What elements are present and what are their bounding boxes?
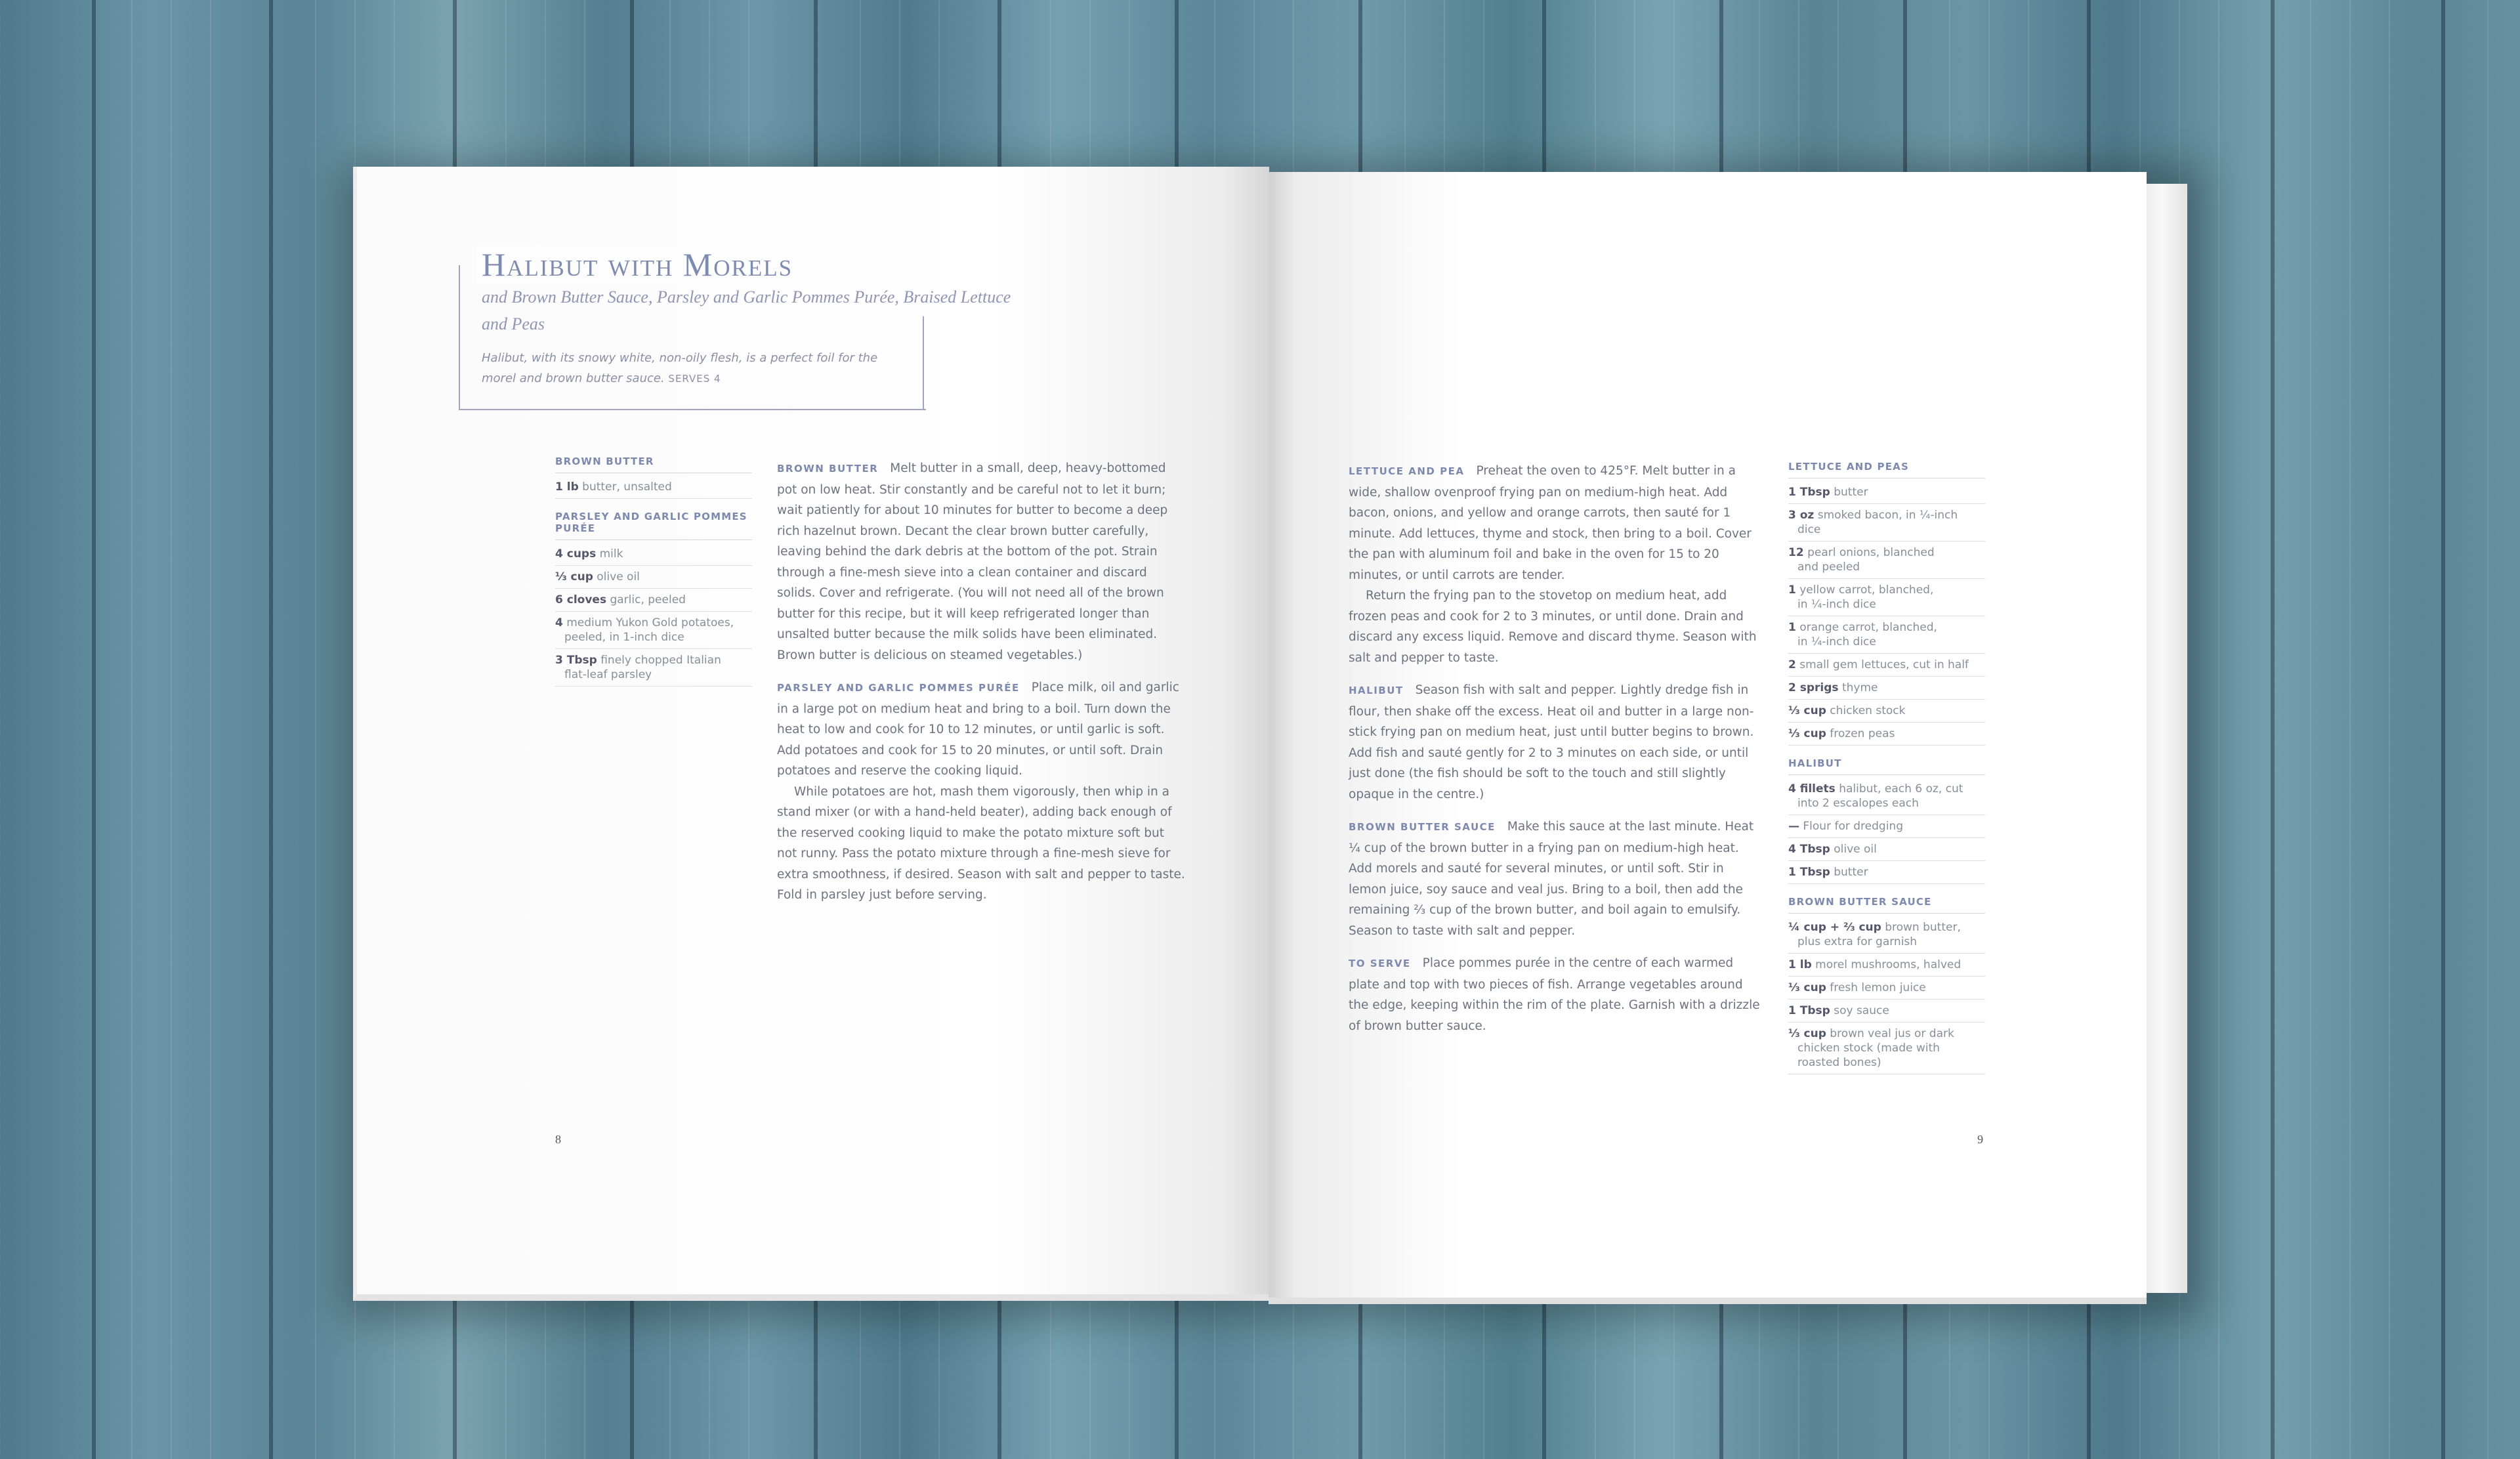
page-number-left: 8 bbox=[555, 1133, 561, 1146]
ingredient-quantity: 2 bbox=[1788, 658, 1796, 671]
ingredient-text: smoked bacon, in ¼-inch bbox=[1817, 509, 1958, 522]
ingredient-row bbox=[1788, 977, 1985, 1000]
ingredient-quantity: 4 Tbsp bbox=[1788, 843, 1830, 856]
ingredient-quantity: 1 bbox=[1788, 621, 1796, 634]
method-text: While potatoes are hot, mash them vigorously, then whip in a stand mixer (or with a hand-held beater), adding back enough of the reserved cooking liquid to make the potato mixture soft but not runny. Pass the potato mixture through a fine-mesh sieve for extra smoothness, if desired. Season with salt and pepper to taste. Fold in parsley just before serving. bbox=[777, 784, 1185, 902]
method-text: Place milk, oil and garlic in a large pot on medium heat and bring to a boil. Turn down the heat to low and cook for 10 to 12 minutes, or until garlic is soft. Add potatoes and cook for 15 to 20 minutes, or until soft. Drain potatoes and reserve the cooking liquid. bbox=[777, 681, 1179, 778]
ingredient-text-continued: in ¼-inch dice bbox=[1797, 635, 1876, 648]
ingredient-row bbox=[1788, 723, 1985, 746]
method-text: Place pommes purée in the centre of each warmed plate and top with two pieces of fish. Arrange vegetables around the edge, keeping within the rim of the plate. Garnish with a drizzle of brown butter sauce. bbox=[1349, 956, 1760, 1033]
wood-grain bbox=[171, 0, 172, 1459]
wood-grain bbox=[2349, 0, 2351, 1459]
plank-seam bbox=[2441, 0, 2445, 1459]
ingredient-text: pearl onions, blanched bbox=[1807, 546, 1935, 559]
ingredient-row bbox=[1788, 954, 1985, 977]
ingredient-quantity: 4 cups bbox=[555, 547, 597, 560]
ingredient-row bbox=[1788, 481, 1985, 504]
ingredient-row bbox=[555, 649, 752, 687]
ingredient-text-continued: plus extra for garnish bbox=[1797, 935, 1918, 948]
ingredient-row bbox=[555, 589, 752, 612]
ingredient-heading: BROWN BUTTER bbox=[555, 455, 752, 473]
method-text: Make this sauce at the last minute. Heat ¼ cup of the brown butter in a frying pan on medium-high heat. Add morels and sauté for several minutes, or until soft. Stir in lemon juice, soy sauce and veal jus. Bring to a boil, then add the remaining ⅔ cup of the brown butter, and boil again to emulsify. Season to taste with salt and pepper. bbox=[1349, 820, 1754, 938]
wood-grain bbox=[2218, 0, 2219, 1459]
ingredient-row bbox=[1788, 815, 1985, 838]
ingredient-quantity: 1 Tbsp bbox=[1788, 486, 1830, 499]
ingredient-row bbox=[1788, 1023, 1985, 1074]
ingredient-quantity: — bbox=[1788, 820, 1799, 833]
ingredient-text: orange carrot, blanched, bbox=[1799, 621, 1937, 634]
recipe-subtitle: and Brown Butter Sauce, Parsley and Garlic Pommes Purée, Braised Lettuce and Peas bbox=[482, 287, 1011, 333]
ingredient-quantity: ⅓ cup bbox=[1788, 1027, 1826, 1040]
ingredient-text-continued: in ¼-inch dice bbox=[1797, 598, 1876, 611]
ingredient-text: halibut, each 6 oz, cut bbox=[1839, 782, 1964, 795]
ingredient-quantity: 1 lb bbox=[1788, 958, 1812, 971]
ingredient-text-continued: peeled, in 1-inch dice bbox=[564, 631, 684, 644]
ingredient-row bbox=[1788, 616, 1985, 654]
ingredient-text-continued: dice bbox=[1797, 523, 1821, 536]
method-section-label: LETTUCE AND PEA bbox=[1349, 465, 1465, 477]
method-paragraph bbox=[1349, 680, 1765, 805]
page-stack-edge bbox=[2147, 184, 2187, 1293]
intro-text: Halibut, with its snowy white, non-oily flesh, is a perfect foil for the morel and brown butter sauce. bbox=[482, 351, 878, 385]
ingredient-quantity: 1 lb bbox=[555, 480, 579, 494]
wood-grain bbox=[2487, 0, 2488, 1459]
ingredient-row bbox=[1788, 541, 1985, 579]
ingredient-text: medium Yukon Gold potatoes, bbox=[566, 616, 734, 629]
right-ingredient-list bbox=[1788, 461, 1985, 1074]
wood-grain bbox=[210, 0, 211, 1459]
ingredient-text-continued: chicken stock (made with roasted bones) bbox=[1797, 1042, 1940, 1069]
ingredient-text: brown veal jus or dark bbox=[1830, 1027, 1954, 1040]
wood-grain bbox=[2389, 0, 2390, 1459]
ingredient-row bbox=[1788, 1000, 1985, 1023]
ingredient-text: finely chopped Italian bbox=[600, 654, 721, 667]
wood-grain bbox=[2310, 0, 2311, 1459]
method-paragraph bbox=[777, 458, 1187, 666]
ingredient-quantity: ⅓ cup bbox=[1788, 704, 1826, 717]
ingredient-quantity: 4 bbox=[555, 616, 563, 629]
method-text: Season fish with salt and pepper. Lightly dredge fish in flour, then shake off the excess. Heat oil and butter in a large non-stick frying pan on medium heat, just until butter begins to brown. Add fish and sauté gently for 2 to 3 minutes on each side, or until just done (the fish should be soft to the touch and still slightly opaque in the centre.) bbox=[1349, 683, 1754, 801]
ingredient-row bbox=[1788, 778, 1985, 815]
ingredient-quantity: ⅓ cup bbox=[1788, 981, 1826, 994]
ingredient-text: butter bbox=[1834, 866, 1868, 879]
ingredient-quantity: 4 fillets bbox=[1788, 782, 1836, 795]
right-page bbox=[1269, 172, 2147, 1304]
ingredient-quantity: 12 bbox=[1788, 546, 1804, 559]
left-method-text bbox=[777, 458, 1187, 906]
right-method-text bbox=[1349, 461, 1765, 1036]
left-page bbox=[353, 167, 1269, 1301]
page-number-right: 9 bbox=[1977, 1133, 1983, 1146]
ingredient-row bbox=[555, 612, 752, 649]
ingredient-heading: LETTUCE AND PEAS bbox=[1788, 461, 1985, 478]
ingredient-row bbox=[555, 476, 752, 499]
wood-grain bbox=[131, 0, 133, 1459]
method-paragraph bbox=[1349, 461, 1765, 585]
method-section-label: BROWN BUTTER bbox=[777, 463, 879, 475]
ingredient-quantity: 1 bbox=[1788, 583, 1796, 597]
ingredient-quantity: ¼ cup + ⅔ cup bbox=[1788, 921, 1881, 934]
ingredient-row bbox=[1788, 916, 1985, 954]
ingredient-heading: HALIBUT bbox=[1788, 757, 1985, 775]
method-paragraph bbox=[1349, 953, 1765, 1036]
method-section-label: TO SERVE bbox=[1349, 958, 1411, 969]
ingredient-text: thyme bbox=[1841, 681, 1878, 694]
ingredient-text: soy sauce bbox=[1834, 1004, 1889, 1017]
left-ingredient-list bbox=[555, 455, 752, 687]
ingredient-text: brown butter, bbox=[1885, 921, 1961, 934]
method-text: Preheat the oven to 425°F. Melt butter in a wide, shallow ovenproof frying pan on medium-high heat. Add bacon, onions, and yellow and orange carrots, then sauté for 1 minute. Add lettuces, thyme and stock, then bring to a boil. Cover the pan with aluminum foil and bake in the oven for 15 to 20 minutes, or until carrots are tender. bbox=[1349, 464, 1752, 582]
plank-seam bbox=[269, 0, 273, 1459]
ingredient-text: yellow carrot, blanched, bbox=[1799, 583, 1934, 597]
ingredient-text: small gem lettuces, cut in half bbox=[1799, 658, 1969, 671]
ingredient-text-continued: and peeled bbox=[1797, 560, 1860, 574]
ingredient-quantity: 1 Tbsp bbox=[1788, 1004, 1830, 1017]
ingredient-text: garlic, peeled bbox=[610, 593, 686, 606]
ingredient-quantity: 2 sprigs bbox=[1788, 681, 1839, 694]
ingredient-row bbox=[1788, 579, 1985, 616]
plank-seam bbox=[2271, 0, 2275, 1459]
ingredient-text: olive oil bbox=[597, 570, 640, 583]
recipe-intro bbox=[482, 348, 902, 389]
method-text: Melt butter in a small, deep, heavy-bottomed pot on low heat. Stir constantly and be careful not to let it burn; wait patiently for about 10 minutes for butter to become a deep rich hazelnut brown. Decant the clear brown butter carefully, leaving behind the dark debris at the bottom of the pot. Strain through a fine-mesh sieve into a clean container and discard solids. Cover and refrigerate. (You will not need all of the brown butter for this recipe, but it will keep refrigerated longer than unsalted butter because the milk solids have been eliminated. Brown butter is delicious on steamed vegetables.) bbox=[777, 461, 1168, 662]
serves-label: SERVES 4 bbox=[668, 373, 721, 385]
ingredient-text: frozen peas bbox=[1830, 727, 1895, 740]
method-paragraph bbox=[777, 782, 1187, 906]
ingredient-quantity: 3 oz bbox=[1788, 509, 1815, 522]
ingredient-quantity: 1 Tbsp bbox=[1788, 866, 1830, 879]
plank-seam bbox=[92, 0, 96, 1459]
ingredient-text-continued: flat-leaf parsley bbox=[564, 668, 652, 681]
ingredient-text: Flour for dredging bbox=[1803, 820, 1903, 833]
method-section-label: HALIBUT bbox=[1349, 685, 1404, 696]
ingredient-row bbox=[1788, 838, 1985, 861]
ingredient-row bbox=[1788, 654, 1985, 677]
ingredient-text: olive oil bbox=[1834, 843, 1877, 856]
ingredient-text-continued: into 2 escalopes each bbox=[1797, 797, 1919, 810]
ingredient-row bbox=[1788, 861, 1985, 884]
wood-grain bbox=[315, 0, 316, 1459]
ingredient-quantity: ⅓ cup bbox=[1788, 727, 1826, 740]
ingredient-text: milk bbox=[599, 547, 623, 560]
ingredient-quantity: 3 Tbsp bbox=[555, 654, 597, 667]
method-section-label: BROWN BUTTER SAUCE bbox=[1349, 821, 1496, 833]
ingredient-row bbox=[555, 543, 752, 566]
recipe-title: Halibut with Morels bbox=[476, 245, 798, 284]
ingredient-row bbox=[555, 566, 752, 589]
ingredient-row bbox=[1788, 677, 1985, 700]
ingredient-text: chicken stock bbox=[1830, 704, 1906, 717]
ingredient-quantity: 6 cloves bbox=[555, 593, 607, 606]
method-section-label: PARSLEY AND GARLIC POMMES PURÉE bbox=[777, 682, 1020, 694]
method-paragraph bbox=[1349, 585, 1765, 668]
ingredient-row bbox=[1788, 700, 1985, 723]
ingredient-text: butter bbox=[1834, 486, 1868, 499]
ingredient-heading: PARSLEY AND GARLIC POMMES PURÉE bbox=[555, 511, 752, 540]
ingredient-quantity: ⅓ cup bbox=[555, 570, 593, 583]
ingredient-text: fresh lemon juice bbox=[1830, 981, 1926, 994]
method-paragraph bbox=[1349, 816, 1765, 941]
ingredient-text: butter, unsalted bbox=[582, 480, 672, 494]
method-text: Return the frying pan to the stovetop on medium heat, add frozen peas and cook for 2 to 3 minutes, or until done. Drain and discard any excess liquid. Remove and discard thyme. Season with salt and pepper to taste. bbox=[1349, 589, 1757, 665]
method-paragraph bbox=[777, 677, 1187, 782]
ingredient-row bbox=[1788, 504, 1985, 541]
ingredient-text: morel mushrooms, halved bbox=[1815, 958, 1962, 971]
ingredient-heading: BROWN BUTTER SAUCE bbox=[1788, 896, 1985, 914]
